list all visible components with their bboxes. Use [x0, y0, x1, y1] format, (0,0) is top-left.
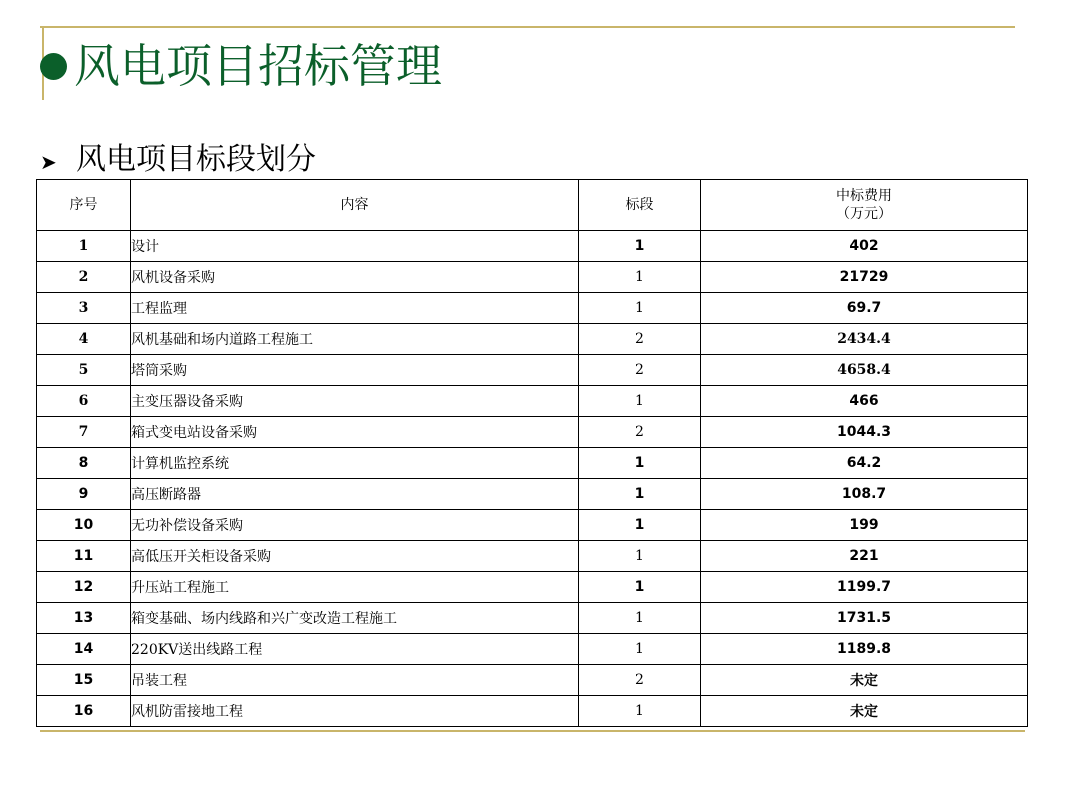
row-content: 风机基础和场内道路工程施工	[131, 324, 579, 355]
row-fee: 1731.5	[701, 603, 1028, 634]
row-content: 箱式变电站设备采购	[131, 417, 579, 448]
row-index: 13	[37, 603, 131, 634]
row-section: 2	[579, 324, 701, 355]
header-content: 内容	[131, 180, 579, 231]
table-row	[37, 417, 1028, 448]
row-fee: 未定	[701, 665, 1028, 696]
row-content: 工程监理	[131, 293, 579, 324]
header-fee-line1: 中标费用	[836, 188, 892, 204]
table-row	[37, 448, 1028, 479]
row-content: 高低压开关柜设备采购	[131, 541, 579, 572]
header-fee	[701, 180, 1028, 231]
row-index: 6	[37, 386, 131, 417]
row-content: 220KV送出线路工程	[131, 634, 579, 665]
table-row	[37, 603, 1028, 634]
row-section: 1	[579, 603, 701, 634]
row-content: 设计	[131, 231, 579, 262]
row-section: 2	[579, 665, 701, 696]
bottom-rule	[40, 730, 1025, 732]
row-index: 5	[37, 355, 131, 386]
table-row	[37, 634, 1028, 665]
table-row	[37, 355, 1028, 386]
row-content: 风机防雷接地工程	[131, 696, 579, 727]
row-index: 14	[37, 634, 131, 665]
row-section: 1	[579, 634, 701, 665]
row-index: 15	[37, 665, 131, 696]
row-index: 2	[37, 262, 131, 293]
row-index: 10	[37, 510, 131, 541]
row-fee: 402	[701, 231, 1028, 262]
row-section: 1	[579, 262, 701, 293]
row-content: 箱变基础、场内线路和兴广变改造工程施工	[131, 603, 579, 634]
row-index: 9	[37, 479, 131, 510]
row-content: 塔筒采购	[131, 355, 579, 386]
table-row	[37, 324, 1028, 355]
table-row	[37, 541, 1028, 572]
table-row	[37, 665, 1028, 696]
row-fee: 1044.3	[701, 417, 1028, 448]
row-fee: 466	[701, 386, 1028, 417]
row-fee: 221	[701, 541, 1028, 572]
row-index: 1	[37, 231, 131, 262]
header-section: 标段	[579, 180, 701, 231]
row-content: 风机设备采购	[131, 262, 579, 293]
row-content: 高压断路器	[131, 479, 579, 510]
top-rule	[40, 26, 1015, 28]
row-content: 升压站工程施工	[131, 572, 579, 603]
row-section: 1	[579, 479, 701, 510]
table-row	[37, 386, 1028, 417]
table-header-row	[37, 180, 1028, 231]
row-index: 16	[37, 696, 131, 727]
table-row	[37, 510, 1028, 541]
row-index: 4	[37, 324, 131, 355]
row-content: 主变压器设备采购	[131, 386, 579, 417]
row-section: 1	[579, 572, 701, 603]
row-fee: 64.2	[701, 448, 1028, 479]
triangle-right-icon: ➤	[40, 150, 57, 174]
slide-subtitle: 风电项目标段划分	[76, 142, 316, 177]
table-row	[37, 262, 1028, 293]
row-content: 吊装工程	[131, 665, 579, 696]
title-bullet-icon	[40, 53, 67, 80]
row-section: 1	[579, 293, 701, 324]
row-fee: 1199.7	[701, 572, 1028, 603]
row-section: 1	[579, 541, 701, 572]
slide-title: 风电项目招标管理	[74, 39, 442, 93]
table-row	[37, 696, 1028, 727]
row-fee: 2434.4	[701, 324, 1028, 355]
row-section: 1	[579, 448, 701, 479]
table-row	[37, 572, 1028, 603]
row-section: 1	[579, 696, 701, 727]
row-index: 3	[37, 293, 131, 324]
row-content: 无功补偿设备采购	[131, 510, 579, 541]
header-fee-line2: （万元）	[836, 206, 892, 222]
row-section: 2	[579, 355, 701, 386]
row-fee: 69.7	[701, 293, 1028, 324]
row-section: 2	[579, 417, 701, 448]
header-index: 序号	[37, 180, 131, 231]
row-index: 8	[37, 448, 131, 479]
row-fee: 108.7	[701, 479, 1028, 510]
bid-section-table	[36, 179, 1028, 727]
table-row	[37, 231, 1028, 262]
table-row	[37, 479, 1028, 510]
row-index: 12	[37, 572, 131, 603]
row-fee: 1189.8	[701, 634, 1028, 665]
row-section: 1	[579, 510, 701, 541]
row-section: 1	[579, 231, 701, 262]
row-fee: 4658.4	[701, 355, 1028, 386]
row-index: 11	[37, 541, 131, 572]
row-content: 计算机监控系统	[131, 448, 579, 479]
row-index: 7	[37, 417, 131, 448]
row-fee: 21729	[701, 262, 1028, 293]
row-fee: 199	[701, 510, 1028, 541]
table-row	[37, 293, 1028, 324]
row-fee: 未定	[701, 696, 1028, 727]
row-section: 1	[579, 386, 701, 417]
